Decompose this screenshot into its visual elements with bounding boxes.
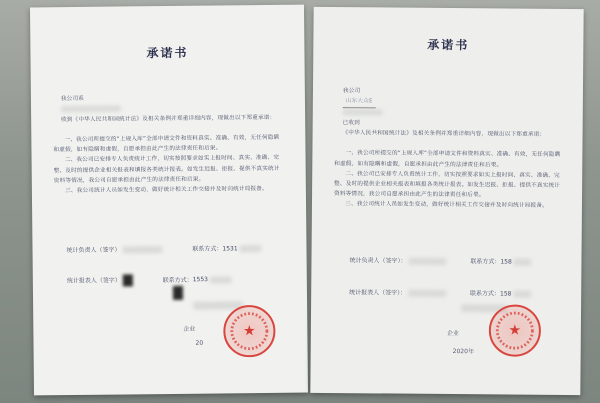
redacted-signature: [122, 246, 162, 253]
redacted-signature: [408, 290, 446, 297]
redacted-signature: [408, 258, 446, 265]
right-sign-row-2: 统计报表人（签字）： 联系方式：158: [349, 287, 531, 298]
right-para-3: 三、我公司统计人员如发生变动，做好统计相关工作交接并及时向统计局报备。: [345, 201, 548, 210]
redacted-mark: [173, 286, 183, 300]
redacted-company-name: [343, 109, 383, 115]
left-date: 20: [195, 339, 204, 347]
right-para-1: 一、我公司所提交的“上规入库”全部申请文件和资料真实、准确、有效，无任何隐瞒和虚假，如有隐瞒和虚假，自愿承担由此产生的法律责任和后果。: [334, 150, 561, 169]
left-commitment-letter: [30, 5, 308, 396]
right-commitment-letter: [310, 7, 583, 395]
right-para-0: 我公司 山东大众E 已收到 《中华人民共和国统计法》及相关条例并郑重详细内容，现做出以下郑重承诺：: [342, 88, 546, 138]
right-date: 2020年: [452, 348, 474, 356]
right-sign-row-1: 统计负责人（签字）： 联系方式：158: [349, 255, 531, 266]
left-para-0: 我公司系 收到《中华人民共和国统计法》及相关条例并郑重详细内容，现做出以下郑重承诺：: [60, 96, 276, 123]
seal-ring-pattern: [225, 307, 274, 356]
redacted-phone: [210, 276, 232, 283]
redacted-company-name: [61, 105, 121, 112]
redacted-phone: [513, 291, 531, 298]
left-title: 承诺书: [146, 45, 189, 61]
left-para-2: 二、我公司已安排专人负责统计工作，切实按照要求如实上报时间、真实、准确、完整、及时的提供企业相关报表和填报各类统计报表。如发生迟报、拒报、提供不真实统计资料等情况，我公司自愿承担由此产生的法律责任和后果。: [53, 155, 280, 185]
star-icon: ★: [243, 323, 256, 340]
seal-ring-pattern: [491, 306, 539, 354]
left-para-1: 一、我公司所提交的“上规入库”全部申请文件和资料真实、准确、有效，无任何隐瞒和虚假，如有隐瞒和虚假，自愿承担由此产生的法律责任和后果。: [53, 134, 280, 154]
left-company-label: 企业: [183, 325, 196, 333]
left-sign-row-2: 统计报表人（签字） 联系方式：1553: [67, 273, 232, 287]
redacted-phone: [514, 259, 532, 266]
right-company-label: 企业: [446, 330, 459, 338]
left-sign-row-1: 统计负责人（签字） 联系方式：1531: [66, 243, 261, 254]
left-para-3: 三、我公司统计人员如发生变动，做好统计相关工作交接并及时向统计局报备。: [65, 185, 268, 195]
right-title: 承诺书: [427, 37, 470, 53]
redacted-phone: [240, 245, 262, 252]
redacted-signature-dark: [123, 274, 133, 286]
left-company-seal: [223, 305, 276, 358]
star-icon: ★: [508, 322, 522, 339]
right-para-2: 二、我公司已安排专人负责统计工作，切实按照要求如实上报时间、真实、准确、完整、及时的提供企业相关报表和填报各类统计报表。如发生迟报、拒报、提供不真实统计资料等情况，我公司自愿承担由此产生的法律责任和后果。: [334, 170, 561, 199]
right-company-seal: [489, 304, 541, 356]
